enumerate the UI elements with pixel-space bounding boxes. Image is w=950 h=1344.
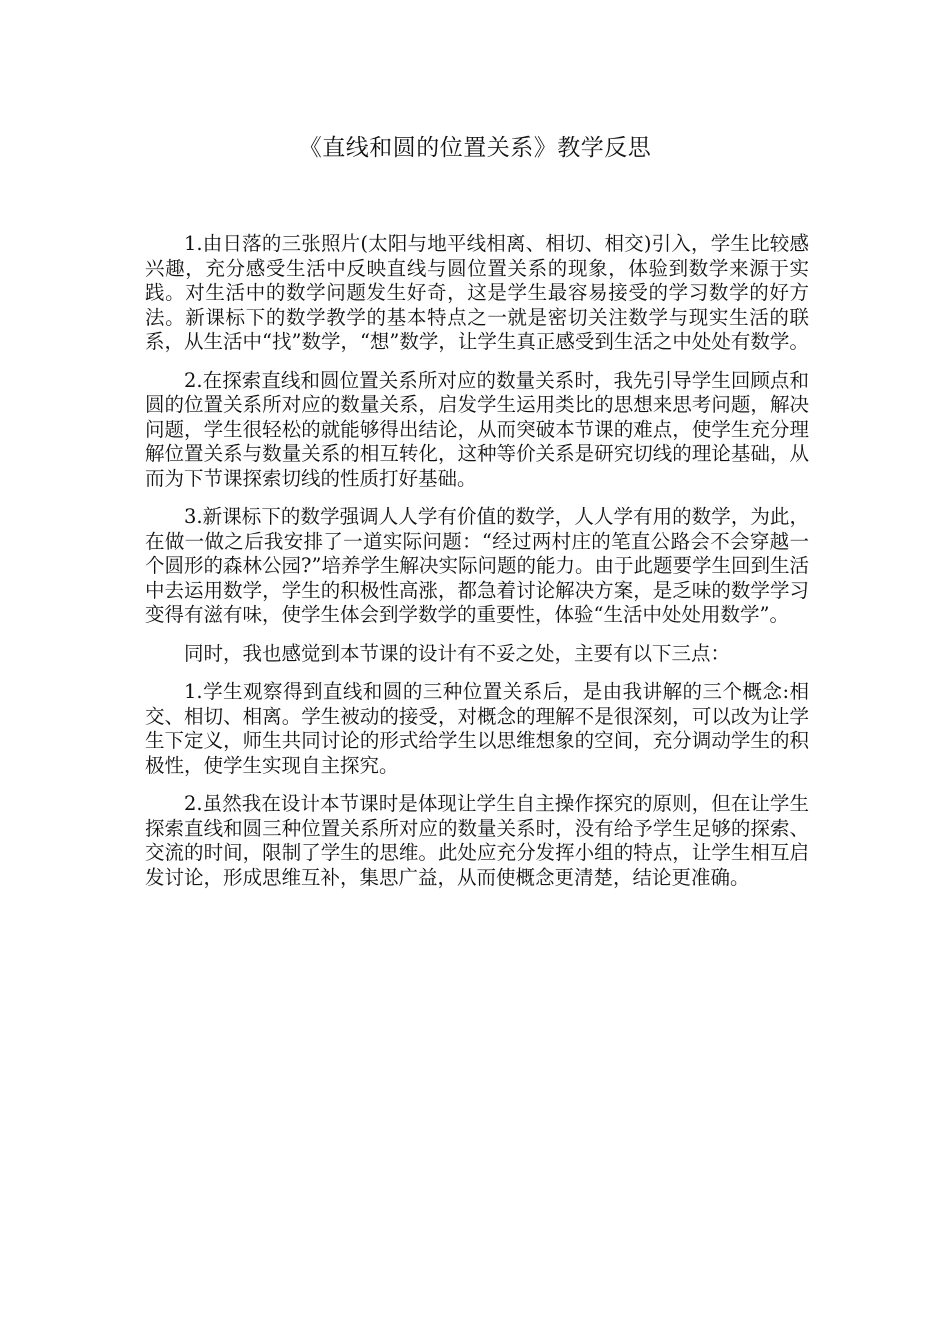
paragraph-3: 3.新课标下的数学强调人人学有价值的数学，人人学有用的数学，为此，在做一做之后我安排了一道实际问题：“经过两村庄的笔直公路会不会穿越一个圆形的森林公园?”培养学生解决实际问题的能力。由于此题要学生回到生活中去运用数学，学生的积极性高涨，都急着讨论解决方案，是乏味的数学学习变得有滋有味，使学生体会到学数学的重要性，体验“生活中处处用数学”。 bbox=[145, 505, 809, 626]
document-body bbox=[145, 232, 809, 904]
paragraph-6: 2.虽然我在设计本节课时是体现让学生自主操作探究的原则，但在让学生探索直线和圆三种位置关系所对应的数量关系时，没有给予学生足够的探索、交流的时间，限制了学生的思维。此处应充分发挥小组的特点，让学生相互启发讨论，形成思维互补，集思广益，从而使概念更清楚，结论更准确。 bbox=[145, 792, 809, 889]
paragraph-1: 1.由日落的三张照片(太阳与地平线相离、相切、相交)引入，学生比较感兴趣，充分感受生活中反映直线与圆位置关系的现象，体验到数学来源于实践。对生活中的数学问题发生好奇，这是学生最容易接受的学习数学的好方法。新课标下的数学教学的基本特点之一就是密切关注数学与现实生活的联系，从生活中“找”数学，“想”数学，让学生真正感受到生活之中处处有数学。 bbox=[145, 232, 809, 353]
paragraph-4: 同时，我也感觉到本节课的设计有不妥之处，主要有以下三点： bbox=[184, 641, 731, 665]
paragraph-5: 1.学生观察得到直线和圆的三种位置关系后，是由我讲解的三个概念:相交、相切、相离。学生被动的接受，对概念的理解不是很深刻，可以改为让学生下定义，师生共同讨论的形式给学生以思维想象的空间，充分调动学生的积极性，使学生实现自主探究。 bbox=[145, 680, 809, 777]
document-title: 《直线和圆的位置关系》教学反思 bbox=[298, 135, 652, 161]
paragraph-2: 2.在探索直线和圆位置关系所对应的数量关系时，我先引导学生回顾点和圆的位置关系所对应的数量关系，启发学生运用类比的思想来思考问题，解决问题，学生很轻松的就能够得出结论，从而突破本节课的难点，使学生充分理解位置关系与数量关系的相互转化，这种等价关系是研究切线的理论基础，从而为下节课探索切线的性质打好基础。 bbox=[145, 368, 809, 490]
